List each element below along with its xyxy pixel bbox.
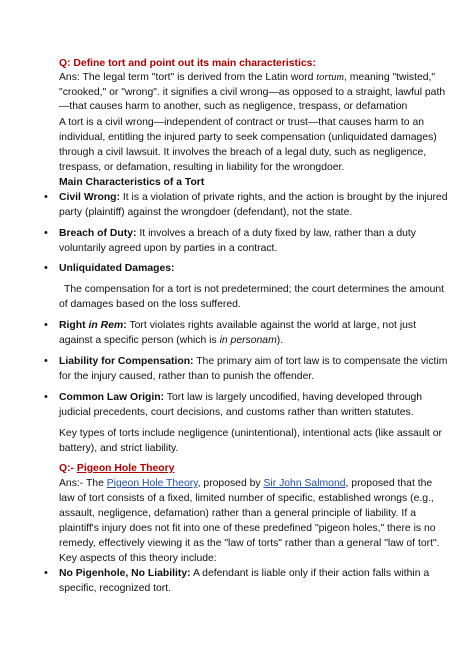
item-title-italic: in Rem xyxy=(88,320,124,331)
answer-line: plaintiff's injury does not fit into one of these predefined "pigeon holes," there is no xyxy=(59,523,436,534)
answer-line: law of tort consists of a fixed, limited number of specific, established wrongs (e.g., xyxy=(59,493,434,504)
theory-heading-link[interactable]: Pigeon Hole Theory xyxy=(76,463,175,474)
question-heading-2 xyxy=(59,462,174,475)
item-title: Breach of Duty: xyxy=(59,228,137,239)
answer-line: —that causes harm to another, such as negligence, trespass, or defamation xyxy=(59,101,408,112)
item-text: Tort violates rights available against the world at large, not just xyxy=(126,320,416,331)
item-title: Unliquidated Damages: xyxy=(59,263,175,274)
item-text: of damages based on the loss suffered. xyxy=(59,299,241,310)
item-text-italic: in personam xyxy=(219,335,277,346)
key-types-line: Key types of torts include negligence (unintentional), intentional acts (like assault or xyxy=(59,428,442,439)
item-text: Tort law is largely uncodified, having developed through xyxy=(164,392,423,403)
bullet-icon: • xyxy=(44,567,48,579)
bullet-icon: • xyxy=(44,355,48,367)
item-title-end: : xyxy=(123,320,127,331)
answer-text: Ans:- The xyxy=(59,478,107,489)
answer-line: trespass, or defamation, resulting in liability for the wrongdoer. xyxy=(59,162,345,173)
bullet-icon: • xyxy=(44,319,48,331)
item-text: specific, recognized tort. xyxy=(59,583,172,594)
list-item xyxy=(59,567,430,580)
item-title: Common Law Origin: xyxy=(59,392,165,403)
answer-line-2 xyxy=(59,477,433,490)
answer-line: A tort is a civil wrong—independent of contract or trust—that causes harm to an xyxy=(59,117,425,128)
list-item xyxy=(59,191,448,204)
key-types-line: battery), and strict liability. xyxy=(59,443,179,454)
list-item xyxy=(59,355,448,368)
answer-line: "crooked," or "wrong". it signifies a civil wrong—as opposed to a straight, lawful path xyxy=(59,87,446,98)
item-title: Right xyxy=(59,320,89,331)
item-text: A defendant is liable only if their action falls within a xyxy=(190,568,430,579)
item-text: for the injury caused, rather than to punish the offender. xyxy=(59,371,315,382)
item-text-end: ). xyxy=(276,335,284,346)
answer-text: Ans: The legal term "tort" is derived from the Latin word xyxy=(59,72,317,83)
bullet-icon: • xyxy=(44,191,48,203)
bullet-icon: • xyxy=(44,262,48,274)
question-heading: Q: Define tort and point out its main characteristics: xyxy=(59,58,316,69)
theory-link[interactable]: Pigeon Hole Theory xyxy=(106,478,198,489)
item-text: judicial precedents, court decisions, and customs rather than written statutes. xyxy=(59,407,414,418)
list-item xyxy=(59,391,423,404)
latin-word: tortum xyxy=(316,72,344,83)
answer-line: assault, negligence, defamation) rather than a general principle of liability. If a xyxy=(59,508,416,519)
item-text xyxy=(59,334,283,347)
question-prefix: Q:- xyxy=(59,463,77,474)
answer-line: Key aspects of this theory include: xyxy=(59,553,217,564)
list-item xyxy=(59,319,416,332)
answer-line: remedy, effectively viewing it as the "law of torts" rather than a general "law of tort". xyxy=(59,538,440,549)
answer-text: , proposed by xyxy=(197,478,264,489)
item-text: The primary aim of tort law is to compensate the victim xyxy=(193,356,448,367)
item-text: The compensation for a tort is not predetermined; the court determines the amount xyxy=(64,284,445,295)
item-text: It involves a breach of a duty fixed by law, rather than a duty xyxy=(136,228,416,239)
bullet-icon: • xyxy=(44,227,48,239)
subheading: Main Characteristics of a Tort xyxy=(59,177,205,188)
item-title: Liability for Compensation: xyxy=(59,356,194,367)
item-text: voluntarily agreed upon by parties in a contract. xyxy=(59,243,278,254)
answer-text: , meaning "twisted," xyxy=(343,72,436,83)
item-text: It is a violation of private rights, and the action is brought by the injured xyxy=(120,192,448,203)
list-item xyxy=(59,227,416,240)
item-title: Civil Wrong: xyxy=(59,192,120,203)
salmond-link[interactable]: Sir John Salmond xyxy=(263,478,346,489)
answer-text: , proposed that the xyxy=(345,478,433,489)
answer-line: through a civil lawsuit. It involves the breach of a legal duty, such as negligence, xyxy=(59,147,427,158)
item-text: party (plaintiff) against the wrongdoer (defendant), not the state. xyxy=(59,207,353,218)
bullet-icon: • xyxy=(44,391,48,403)
answer-line-1 xyxy=(59,71,436,84)
item-text-part: against a specific person (which is xyxy=(59,335,220,346)
item-title: No Pigenhole, No Liability: xyxy=(59,568,191,579)
answer-line: individual, entitling the injured party to seek compensation (unliquidated damages) xyxy=(59,132,437,143)
